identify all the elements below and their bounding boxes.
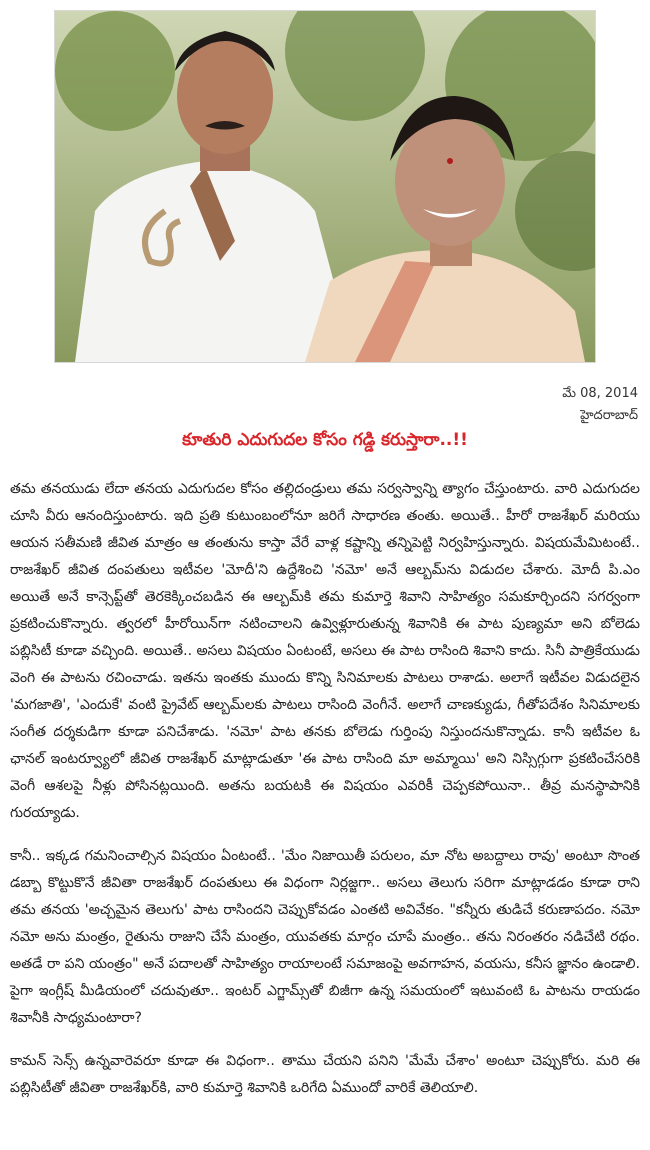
article-paragraph: తమ తనయుడు లేదా తనయ ఎదుగుదల కోసం తల్లిదండ్రులు తమ సర్వస్వాన్ని త్యాగం చేస్తుంటారు. వారి ఎదుగుదల చూసి వీరు ఆనందిస్తుంటారు. ఇది ప్రతి కుటుంబంలోనూ జరిగే సాధారణ తంతు. అయితే.. హీరో రాజశేఖర్ మరియు ఆయన సతీమణి జీవిత మాత్రం ఆ తంతును కాస్తా వేరే వాళ్ల కష్టాన్ని తన్నిపెట్టి నిర్వహిస్తున్నారు. విషయమేమిటంటే.. రాజశేఖర్ జీవిత దంపతులు ఇటీవల 'మోదీ'ని ఉద్దేశించి 'నమో' అనే ఆల్బమ్‌ను విడుదల చేశారు. మోదీ పి.ఎం అయితే అనే కాన్సెప్ట్‌తో తెరకెక్కించబడిన ఈ ఆల్బమ్‌కి తమ కుమార్తె శివాని సాహిత్యం సమకూర్చిందని సగర్వంగా ప్రకటించుకొన్నారు. త్వరలో హీరోయిన్‌గా నటించాలని ఉవ్విళ్లూరుతున్న శివానికి ఈ పాట పుణ్యమా అని బోలెడు పబ్లిసిటీ కూడా వచ్చింది. అయితే.. అసలు విషయం ఏంటంటే, అసలు ఈ పాట రాసింది శివాని కాదు. సినీ పాత్రికేయుడు వెంగి ఈ పాటను రచించాడు. ఇతను ఇంతకు ముందు కొన్ని సినిమాలకు పాటలు రాశాడు. అలాగే ఇటీవల విడుదలైన 'మగజాతి', 'ఎందుకే' వంటి ప్రైవేట్ ఆల్బమ్‌లకు పాటలు రాసింది వెంగీనే. అలాగే చాణక్యుడు, గీతోపదేశం సినిమాలకు సంగీత దర్శకుడిగా కూడా పనిచేశాడు. 'నమో' పాట తనకు బోలెడు గుర్తింపు నిస్తుందనుకొన్నాడు. కానీ ఇటీవల ఓ ఛానల్ ఇంటర్వ్యూలో జీవిత రాజశేఖర్ మాట్లాడుతూ 'ఈ పాట రాసింది మా అమ్మాయి' అని నిస్సిగ్గుగా ప్రకటించేసరికి వెంగీ ఆశలపై నీళ్లు పోసినట్లయింది. అతను బయటకి ఈ విషయం ఎవరికీ చెప్పకపోయినా.. తీవ్ర మనస్థాపానికి గురయ్యాడు. <box>10 481 640 821</box>
article-paragraph: కామన్ సెన్స్ ఉన్నవారెవరూ కూడా ఈ విధంగా.. తాము చేయని పనిని 'మేమే చేశాం' అంటూ చెప్పుకోరు. మరి ఈ పబ్లిసిటీతో జీవితా రాజశేఖర్‌కి, వారి కుమార్తె శివానికి ఒరిగేది ఏముందో వారికే తెలియాలి. <box>10 1053 640 1096</box>
article-photo <box>54 10 596 363</box>
article-location: హైదరాబాద్ <box>580 408 638 423</box>
article-date: మే 08, 2014 <box>562 386 638 401</box>
article-body <box>10 476 640 1118</box>
article-paragraph: కానీ.. ఇక్కడ గమనించాల్సిన విషయం ఏంటంటే.. 'మేం నిజాయితీ పరులం, మా నోట అబద్దాలు రావు' అంటూ సొంత డబ్బా కొట్టుకొనే జీవితా రాజశేఖర్ దంపతులు ఈ విధంగా నిర్లజ్జగా.. అసలు తెలుగు సరిగా మాట్లాడడం కూడా రాని తమ తనయ 'అచ్చమైన తెలుగు' పాట రాసిందని చెప్పుకోవడం ఎంతటి అవివేకం. "కన్నీరు తుడిచే కరుణాపదం. నమో నమో అను మంత్రం, రైతును రాజుని చేసే మంత్రం, యువతకు మార్గం చూపే మంత్రం.. తను నిరంతరం నడిచేటి రథం. అతడే రా పని యంత్రం" అనే పదాలతో సాహిత్యం రాయాలంటే సమాజంపై అవగాహన, వయసు, కనీస జ్ఞానం ఉండాలి. పైగా ఇంగ్లీష్ మీడియంలో చదువుతూ.. ఇంటర్ ఎగ్జామ్స్‌తో బిజీగా ఉన్న సమయంలో ఇటువంటి ఓ పాటను రాయడం శివానీకి సాధ్యమంటారా? <box>10 848 640 1026</box>
article-headline: కూతురి ఎదుగుదల కోసం గడ్డి కరుస్తారా..!! <box>182 430 468 450</box>
article-meta <box>562 383 638 427</box>
